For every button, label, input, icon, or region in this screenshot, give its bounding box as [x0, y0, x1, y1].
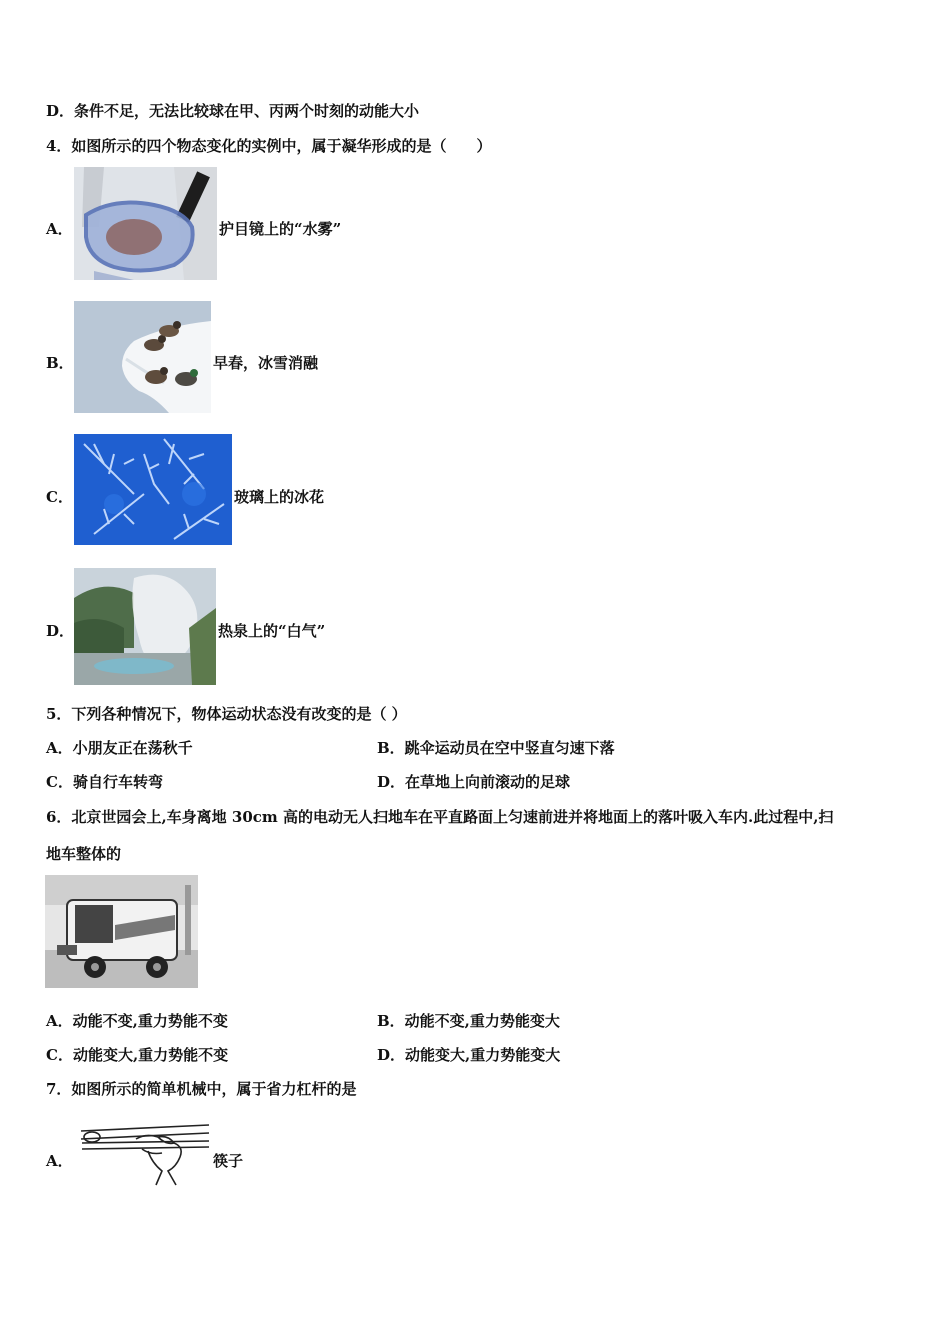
q4-option-c-letter: C．: [46, 488, 73, 506]
goggles-photo-icon: [74, 167, 217, 280]
q5-stem: 5．下列各种情况下，物体运动状态没有改变的是（ ）: [46, 705, 407, 723]
q6-option-a: A．动能不变,重力势能不变: [46, 1012, 228, 1030]
q6-stem-line2: 地车整体的: [46, 845, 122, 863]
q4-option-a-letter: A．: [46, 220, 73, 238]
q6-stem-line1: 6．北京世园会上,车身离地 30cm 高的电动无人扫地车在平直路面上匀速前进并将地面上的落叶吸入车内.此过程中,扫: [46, 808, 834, 826]
street-sweeper-photo-icon: [45, 875, 198, 988]
q5-option-b: B．跳伞运动员在空中竖直匀速下落: [377, 739, 615, 757]
frost-pattern-photo-icon: [74, 434, 232, 545]
q5-option-d: D．在草地上向前滚动的足球: [377, 773, 571, 791]
q4-option-d-letter: D．: [46, 622, 75, 640]
q6-option-b: B．动能不变,重力势能变大: [377, 1012, 560, 1030]
hot-spring-photo-icon: [74, 568, 216, 685]
q6-option-d: D．动能变大,重力势能变大: [377, 1046, 561, 1064]
ducks-on-ice-photo-icon: [74, 301, 211, 413]
q7-option-a-caption: 筷子: [213, 1152, 244, 1170]
q6-option-c: C．动能变大,重力势能不变: [46, 1046, 229, 1064]
q7-stem: 7．如图所示的简单机械中，属于省力杠杆的是: [46, 1080, 357, 1098]
q5-option-a: A．小朋友正在荡秋千: [46, 739, 193, 757]
q4-option-a-caption: 护目镜上的“水雾”: [219, 220, 342, 238]
q3-option-d: D．条件不足，无法比较球在甲、丙两个时刻的动能大小: [46, 102, 420, 120]
q5-option-c: C．骑自行车转弯: [46, 773, 163, 791]
q4-option-c-caption: 玻璃上的冰花: [234, 488, 325, 506]
q4-option-d-caption: 热泉上的“白气”: [218, 622, 326, 640]
q4-option-b-letter: B．: [46, 354, 74, 372]
q4-stem: 4．如图所示的四个物态变化的实例中，属于凝华形成的是（ ）: [46, 137, 492, 155]
q4-option-b-caption: 早春，冰雪消融: [213, 354, 319, 372]
chopsticks-drawing-icon: [76, 1115, 211, 1187]
q7-option-a-letter: A．: [46, 1152, 73, 1170]
